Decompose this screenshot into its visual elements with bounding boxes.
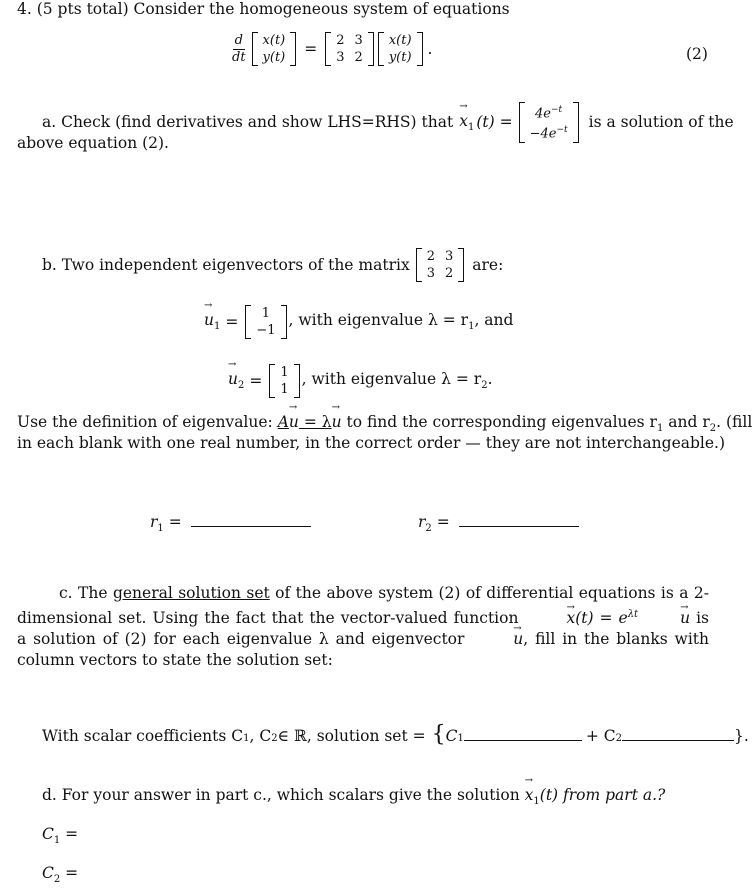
sol-in: ∈ ℝ, solution set = [277,727,426,745]
c-line3a: eigenvalue λ and eigenvector [226,630,465,649]
sol-sub1: 1 [243,733,250,744]
instr2: to find the corresponding eigenvalues r [346,413,657,431]
u2-top: 1 [280,365,289,380]
c-general-solution: general solution set [112,584,270,602]
sol-bottom-exp: −t [556,125,568,136]
u2-end: . [487,370,493,389]
u2-bottom: 1 [280,382,289,397]
d-text1: d. For your answer in part c., which scalars give the solution [42,786,520,804]
sol-c2-sub: 2 [615,733,623,744]
c-x-symbol: → x [524,608,575,629]
sol-sub2: 2 [271,733,278,744]
part-b-line [42,248,503,282]
vec-x-rhs: x(t) [388,33,412,48]
b-m22: 2 [444,266,454,281]
r1-label: r [150,513,158,531]
c-line1b: of the above system (2) of differential equations is a 2-dimensional [17,584,710,628]
derivative-d: d [234,32,243,48]
r1-eq: = [163,513,182,531]
sol-top: 4e [535,106,551,122]
instr-a: A [277,413,289,431]
u1-symbol: → u [204,311,214,329]
d-c2: C [42,864,54,882]
c2-answer [42,864,78,885]
d-c2-eq: = [60,864,79,882]
m11: 2 [336,33,345,48]
part-d-line [42,786,665,807]
c-exp: λt [627,609,639,620]
m12: 3 [354,33,363,48]
vec-y-rhs: y(t) [388,50,412,65]
c1-answer [42,825,78,846]
r2-blank[interactable] [459,526,579,527]
c-line2a: set. Using the fact that the vector-valued function [118,609,519,628]
part-b-matrix [416,248,465,282]
eigenvector-2 [269,364,299,398]
state-vector-rhs [378,32,423,66]
derivative-dt: dt [232,49,246,65]
problem-header: 4. (5 pts total) Consider the homogeneous system of equations [17,0,510,18]
state-vector-lhs [252,32,297,66]
u2-r-sub: 2 [481,380,488,392]
u1-top: 1 [261,306,271,321]
u1-end: , and [474,311,514,330]
solution-vector [519,102,579,143]
part-a-text2: is a solution of the [588,113,734,132]
c-line1a: c. The [59,584,108,602]
c-line2b: (t) = e [575,609,628,628]
part-b-text2: are: [472,256,504,274]
equals-sign: = [304,40,318,58]
instr3: and r [663,413,710,431]
solution-set-line [42,722,749,747]
part-b-instruction-line2: in each blank with one real number, in the correct order — they are not interchangeable.) [17,434,726,452]
x-subscript: 1 [467,121,475,133]
u1-sub: 1 [213,321,221,333]
system-equation [228,32,432,66]
sol-c1: C [445,727,458,745]
u2-symbol: → u [228,370,238,388]
part-a-text: a. Check (find derivatives and show LHS=RHS) that [42,113,454,132]
c-line3b: , fill in the blanks with column vectors to state the solution set: [17,630,709,670]
r1-sub: 1 [157,523,164,535]
brace-open: { [431,722,446,747]
instr1: Use the definition of eigenvalue: [17,413,273,431]
d-x-symbol: → x [525,786,534,804]
x-vector-symbol: → x [459,112,468,130]
brace-close: }. [734,727,749,745]
sol-bottom: −4e [529,126,557,142]
sol-top-exp: −t [550,105,563,115]
sol-c1-sub: 1 [457,733,464,744]
r1-field [150,513,311,534]
r1-blank[interactable] [191,526,311,527]
u1-r-sub: 1 [468,321,475,333]
u2-sub: 2 [237,380,245,392]
part-a-arg: (t) = [476,113,513,132]
d-c1-eq: = [60,825,79,843]
u1-text: , with eigenvalue λ = r [288,311,469,330]
sol-plus: + C [585,727,616,745]
instr-u2: → u [332,413,342,431]
derivative-operator [232,33,246,66]
u1-bottom: −1 [256,323,276,338]
m21: 3 [336,50,345,65]
u2-text: , with eigenvalue λ = r [301,370,482,389]
vec-y: y(t) [262,50,286,65]
d-c1-sub: 1 [53,835,61,847]
part-b-text: b. Two independent eigenvectors of the matrix [42,256,410,274]
d-sub1: 1 [533,796,540,808]
eigenvector-1-line: → $u_1$ = 1 −1 , with eigenvalue $\lambda = r_1$, and [204,305,513,339]
d-c1: C [42,825,54,843]
equation-number: (2) [686,45,708,63]
m22: 2 [354,50,363,65]
part-b-instruction-line1 [17,413,752,434]
c-line2c: is a solution of (2) for each [17,609,709,649]
r2-field [418,513,579,534]
part-a-text3: above equation (2). [17,134,169,152]
instr2-sub: 1 [656,423,664,435]
sol-mid: , C [249,727,272,745]
r2-label: r [418,513,426,531]
vec-x: x(t) [262,33,286,48]
eigenvector-2-line: → $u_2$ = 1 1 , with eigenvalue $\lambda = r_2$. [228,364,493,398]
d-text2: (t) from part a.? [539,786,666,804]
instr-mid: = λ [298,413,332,431]
b-m11: 2 [426,249,435,264]
b-m12: 3 [444,249,454,264]
b-m21: 3 [426,266,435,281]
c-u-symbol2: → u [471,629,523,650]
d-c2-sub: 2 [53,874,61,886]
instr4: . (fill [716,413,752,431]
instr-u1: → u [289,413,299,431]
solution-blank-1[interactable] [464,740,582,741]
r2-sub: 2 [425,523,432,535]
instr3-sub: 2 [709,423,717,435]
part-c-paragraph [17,583,709,671]
sol-text: With scalar coefficients C [42,727,244,745]
c-u-symbol1: → u [638,608,690,629]
solution-blank-2[interactable] [622,740,734,741]
r2-eq: = [431,513,450,531]
coefficient-matrix [325,32,374,66]
eigenvector-1 [245,305,286,339]
period: . [427,40,433,58]
